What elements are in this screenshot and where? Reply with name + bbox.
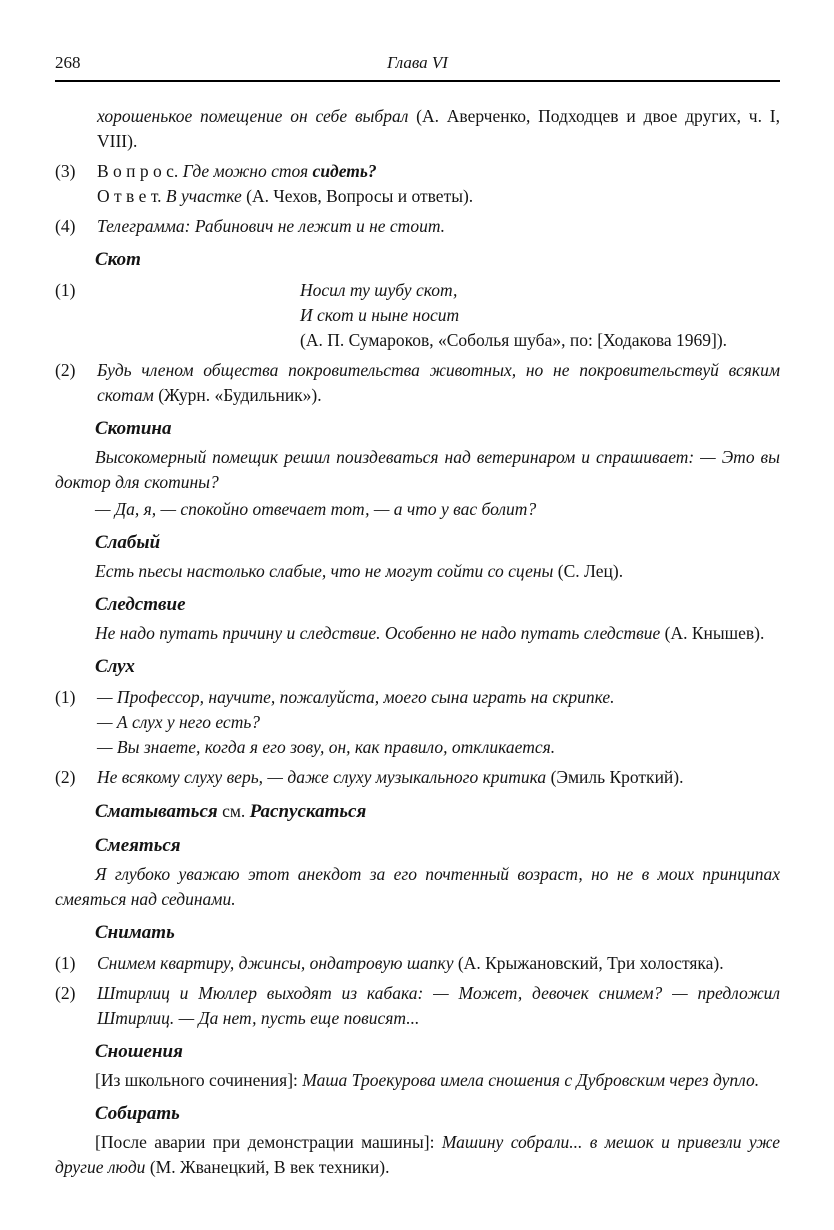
quote-source: (М. Жванецкий, В век техники). — [149, 1157, 390, 1177]
sobirat-paragraph — [55, 1130, 780, 1180]
entry-title-slabyj: Слабый — [95, 532, 161, 553]
quote-source: (А. Крыжановский, Три холостяка). — [457, 953, 724, 973]
dialogue-line — [97, 735, 780, 760]
item-marker: (3) — [55, 161, 76, 181]
quote-source: (Журн. «Будильник»). — [158, 385, 322, 405]
sledstvie-paragraph — [55, 621, 780, 646]
dialogue-text: — Профессор, научите, пожалуйста, моего сына играть на скрипке. — [97, 687, 615, 707]
slukh-example-1 — [55, 685, 780, 760]
answer-line — [97, 184, 780, 209]
quote-source: (Эмиль Кроткий). — [550, 767, 684, 787]
item-marker: (2) — [55, 360, 76, 380]
answer-text: В участке — [165, 186, 247, 206]
skotina-paragraph-1 — [55, 445, 780, 495]
page-content — [55, 104, 780, 1180]
entry-title-sobirat: Собирать — [95, 1103, 180, 1124]
quote-text: Не всякому слуху верь, — даже слуху музыкального критика — [97, 767, 551, 787]
quote-source: (С. Лец). — [557, 561, 624, 581]
snimat-example-2 — [55, 981, 780, 1031]
paragraph-continuation — [97, 104, 780, 154]
snosheniya-paragraph — [55, 1068, 780, 1093]
context-note: [Из школьного сочинения]: — [95, 1070, 303, 1090]
question-label: В о п р о с. — [97, 161, 183, 181]
skotina-paragraph-2 — [55, 497, 780, 522]
dialogue-text: — Вы знаете, когда я его зову, он, как правило, откликается. — [97, 737, 556, 757]
context-note: [После аварии при демонстрации машины]: — [95, 1132, 442, 1152]
question-line — [97, 159, 780, 184]
quote-text: Штирлиц и Мюллер выходят из кабака: — Может, девочек снимем? — предложил Штирлиц. — Да нет, пусть еще повисят... — [97, 983, 780, 1028]
poem-line-text: И скот и ныне носит — [300, 305, 460, 325]
poem-line-text: Носил ту шубу скот, — [300, 280, 458, 300]
dialogue-line — [97, 685, 780, 710]
entry-title-skotina: Скотина — [95, 418, 172, 439]
item-body — [97, 214, 780, 239]
item-body — [97, 765, 780, 790]
entry-title-slukh: Слух — [95, 656, 135, 677]
see-label: см. — [217, 801, 250, 821]
item-body — [97, 159, 780, 209]
quote-text: — Да, я, — спокойно отвечает тот, — а что у вас болит? — [95, 499, 537, 519]
skot-example-2 — [55, 358, 780, 408]
page-header — [55, 50, 780, 76]
item-marker: (2) — [55, 767, 76, 787]
entry-title-sledstvie: Следствие — [95, 594, 186, 615]
smeyatsya-paragraph — [55, 862, 780, 912]
quote-text: Телеграмма: Рабинович не лежит и не стоит. — [97, 216, 446, 236]
poem-line — [300, 278, 780, 303]
entry-title-smeyatsya: Смеяться — [95, 835, 181, 856]
quote-source: (А. Аверченко, Подходцев и двое других, ч. I, VIII). — [97, 106, 780, 151]
snimat-example-1 — [55, 951, 780, 976]
header-rule — [55, 80, 780, 82]
poem-line — [300, 303, 780, 328]
quote-text: Я глубоко уважаю этот анекдот за его почтенный возраст, но не в моих принципах смеяться над сединами. — [55, 864, 780, 909]
item-marker: (2) — [55, 983, 76, 1003]
numbered-example-4 — [55, 214, 780, 239]
skot-example-1 — [55, 278, 780, 353]
question-text: Где можно стоя — [182, 161, 313, 181]
quote-text: Не надо путать причину и следствие. Особенно не надо путать следствие — [95, 623, 665, 643]
item-body — [97, 951, 780, 976]
page-number: 268 — [55, 53, 81, 72]
entry-title-skot: Скот — [95, 249, 141, 270]
quote-text: Есть пьесы настолько слабые, что не могут сойти со сцены — [95, 561, 558, 581]
item-marker: (1) — [55, 687, 76, 707]
dialogue-text: — А слух у него есть? — [97, 712, 261, 732]
item-body — [97, 358, 780, 408]
headword: Сматываться — [95, 801, 218, 822]
quote-text: Будь членом общества покровительства животных, но не покровительствуй всяким скотам — [97, 360, 780, 405]
quote-text: хорошенькое помещение он себе выбрал — [97, 106, 417, 126]
entry-title-snosheniya: Сношения — [95, 1041, 183, 1062]
reference-target: Распускаться — [249, 801, 367, 822]
quote-text: Снимем квартиру, джинсы, ондатровую шапку — [97, 953, 458, 973]
answer-label: О т в е т. — [97, 186, 166, 206]
quote-source: (А. Кнышев). — [664, 623, 765, 643]
slabyj-paragraph — [55, 559, 780, 584]
item-marker: (1) — [55, 280, 76, 300]
slukh-example-2 — [55, 765, 780, 790]
quote-text: Машину собрали... в мешок и привезли уже другие люди — [55, 1132, 780, 1177]
item-body — [97, 981, 780, 1031]
answer-source: (А. Чехов, Вопросы и ответы). — [246, 186, 474, 206]
quote-text: Высокомерный помещик решил поиздеваться над ветеринаром и спрашивает: — Это вы доктор для скотины? — [55, 447, 780, 492]
item-marker: (4) — [55, 216, 76, 236]
poem-block — [300, 278, 780, 353]
poem-source: (А. П. Сумароков, «Соболья шуба», по: [Ходакова 1969]). — [300, 330, 728, 350]
entry-title-snimat: Снимать — [95, 922, 175, 943]
chapter-title: Глава VI — [387, 53, 448, 72]
numbered-example-3 — [55, 159, 780, 209]
cross-reference-smatyvatsya — [95, 798, 780, 825]
dialogue-line — [97, 710, 780, 735]
item-body — [97, 685, 780, 760]
item-marker: (1) — [55, 953, 76, 973]
question-emphasis: сидеть? — [312, 161, 377, 181]
quote-text: Маша Троекурова имела сношения с Дубровским через дупло. — [302, 1070, 760, 1090]
